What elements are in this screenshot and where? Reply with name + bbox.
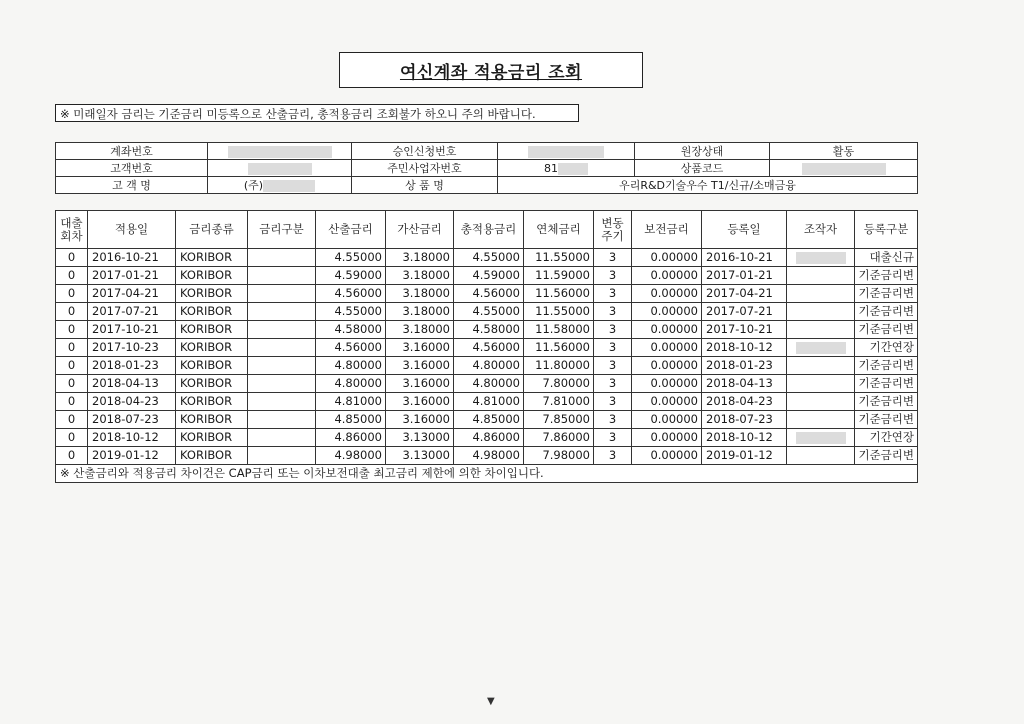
cell-rate-class: [248, 447, 316, 465]
cell-rate-class: [248, 267, 316, 285]
cell-calc-rate: 4.55000: [316, 303, 386, 321]
cell-calc-rate: 4.59000: [316, 267, 386, 285]
cell-rate-type: KORIBOR: [176, 321, 248, 339]
customer-name-label: 고 객 명: [56, 177, 208, 194]
cell-round: 0: [56, 267, 88, 285]
redaction-mask: [796, 342, 846, 354]
cell-change-cycle: 3: [594, 447, 632, 465]
cell-round: 0: [56, 447, 88, 465]
cell-rate-class: [248, 429, 316, 447]
col-loan-round: 대출 회차: [56, 211, 88, 249]
cell-operator: [787, 321, 855, 339]
cell-overdue-rate: 7.85000: [524, 411, 594, 429]
cell-reg-type: 기간연장: [855, 339, 918, 357]
info-row-2: [56, 160, 918, 177]
account-no-value: [208, 143, 352, 160]
cell-operator: [787, 357, 855, 375]
cell-round: 0: [56, 285, 88, 303]
cell-guarantee-rate: 0.00000: [632, 303, 702, 321]
resident-no-value: 81: [498, 160, 635, 177]
col-apply-date: 적용일: [88, 211, 176, 249]
cell-apply-date: 2018-07-23: [88, 411, 176, 429]
cell-apply-date: 2017-01-21: [88, 267, 176, 285]
cell-reg-date: 2017-07-21: [702, 303, 787, 321]
cell-apply-date: 2017-10-23: [88, 339, 176, 357]
table-row: [56, 447, 918, 465]
cell-calc-rate: 4.85000: [316, 411, 386, 429]
cell-add-rate: 3.13000: [386, 429, 454, 447]
cell-change-cycle: 3: [594, 321, 632, 339]
col-reg-date: 등록일: [702, 211, 787, 249]
cell-apply-date: 2018-04-13: [88, 375, 176, 393]
cell-rate-type: KORIBOR: [176, 267, 248, 285]
cell-rate-class: [248, 249, 316, 267]
col-rate-class: 금리구분: [248, 211, 316, 249]
table-row: [56, 303, 918, 321]
cell-apply-date: 2019-01-12: [88, 447, 176, 465]
cell-operator: [787, 411, 855, 429]
page-marker-icon: ▼: [487, 696, 495, 707]
cell-rate-type: KORIBOR: [176, 375, 248, 393]
cell-operator: [787, 267, 855, 285]
redaction-mask: [528, 146, 604, 158]
cell-rate-type: KORIBOR: [176, 249, 248, 267]
cell-apply-date: 2017-04-21: [88, 285, 176, 303]
cell-guarantee-rate: 0.00000: [632, 429, 702, 447]
cell-round: 0: [56, 357, 88, 375]
cell-reg-type: 기준금리변: [855, 375, 918, 393]
cell-rate-class: [248, 303, 316, 321]
cell-reg-type: 기준금리변: [855, 321, 918, 339]
cell-apply-date: 2017-07-21: [88, 303, 176, 321]
cell-operator: [787, 249, 855, 267]
cell-operator: [787, 339, 855, 357]
table-row: [56, 285, 918, 303]
cell-total-rate: 4.80000: [454, 357, 524, 375]
cell-reg-date: 2018-04-13: [702, 375, 787, 393]
cell-reg-type: 대출신규: [855, 249, 918, 267]
table-row: [56, 321, 918, 339]
cell-reg-date: 2018-10-12: [702, 339, 787, 357]
cell-overdue-rate: 11.56000: [524, 339, 594, 357]
cell-total-rate: 4.98000: [454, 447, 524, 465]
product-name-value: 우리R&D기술우수 T1/신규/소매금융: [498, 177, 918, 194]
cell-round: 0: [56, 321, 88, 339]
cell-rate-type: KORIBOR: [176, 357, 248, 375]
cell-operator: [787, 375, 855, 393]
customer-name-value: (주): [208, 177, 352, 194]
table-row: [56, 249, 918, 267]
cell-overdue-rate: 11.59000: [524, 267, 594, 285]
cell-total-rate: 4.56000: [454, 285, 524, 303]
cell-overdue-rate: 11.58000: [524, 321, 594, 339]
cell-round: 0: [56, 429, 88, 447]
cell-guarantee-rate: 0.00000: [632, 267, 702, 285]
ledger-status-value: 활동: [770, 143, 918, 160]
cell-operator: [787, 447, 855, 465]
cell-rate-class: [248, 357, 316, 375]
cell-reg-type: 기준금리변: [855, 357, 918, 375]
cell-overdue-rate: 7.81000: [524, 393, 594, 411]
cell-round: 0: [56, 393, 88, 411]
cell-rate-type: KORIBOR: [176, 447, 248, 465]
cell-calc-rate: 4.86000: [316, 429, 386, 447]
cell-total-rate: 4.58000: [454, 321, 524, 339]
rate-table-header: [56, 211, 918, 249]
cell-reg-type: 기준금리변: [855, 267, 918, 285]
resident-no-label: 주민사업자번호: [352, 160, 498, 177]
cell-calc-rate: 4.55000: [316, 249, 386, 267]
approval-no-label: 승인신청번호: [352, 143, 498, 160]
cell-round: 0: [56, 375, 88, 393]
col-guarantee-rate: 보전금리: [632, 211, 702, 249]
cell-operator: [787, 429, 855, 447]
redaction-mask: [248, 163, 312, 175]
account-info-table: [55, 142, 918, 194]
cell-rate-type: KORIBOR: [176, 285, 248, 303]
product-name-label: 상 품 명: [352, 177, 498, 194]
cell-add-rate: 3.18000: [386, 303, 454, 321]
cell-change-cycle: 3: [594, 393, 632, 411]
redaction-mask: [802, 163, 886, 175]
cell-apply-date: 2018-10-12: [88, 429, 176, 447]
cell-rate-class: [248, 393, 316, 411]
cell-round: 0: [56, 249, 88, 267]
cell-apply-date: 2018-04-23: [88, 393, 176, 411]
cell-reg-type: 기준금리변: [855, 285, 918, 303]
table-row: [56, 339, 918, 357]
cell-guarantee-rate: 0.00000: [632, 285, 702, 303]
redaction-mask: [263, 180, 315, 192]
col-add-rate: 가산금리: [386, 211, 454, 249]
cell-add-rate: 3.16000: [386, 393, 454, 411]
cell-guarantee-rate: 0.00000: [632, 339, 702, 357]
footnote: ※ 산출금리와 적용금리 차이건은 CAP금리 또는 이차보전대출 최고금리 제한에 의한 차이입니다.: [56, 465, 918, 483]
col-total-rate: 총적용금리: [454, 211, 524, 249]
cell-change-cycle: 3: [594, 249, 632, 267]
cell-operator: [787, 393, 855, 411]
cell-rate-type: KORIBOR: [176, 303, 248, 321]
cell-add-rate: 3.18000: [386, 285, 454, 303]
account-no-label: 계좌번호: [56, 143, 208, 160]
cell-total-rate: 4.56000: [454, 339, 524, 357]
cell-add-rate: 3.18000: [386, 321, 454, 339]
redaction-mask: [796, 252, 846, 264]
cell-calc-rate: 4.81000: [316, 393, 386, 411]
table-row: [56, 411, 918, 429]
page-title-box: [339, 52, 643, 88]
cell-add-rate: 3.18000: [386, 249, 454, 267]
cell-reg-type: 기준금리변: [855, 393, 918, 411]
cell-reg-date: 2018-04-23: [702, 393, 787, 411]
cell-overdue-rate: 11.55000: [524, 249, 594, 267]
cell-overdue-rate: 7.86000: [524, 429, 594, 447]
cell-add-rate: 3.16000: [386, 411, 454, 429]
cell-rate-class: [248, 411, 316, 429]
cell-overdue-rate: 7.98000: [524, 447, 594, 465]
cell-reg-date: 2016-10-21: [702, 249, 787, 267]
info-row-1: [56, 143, 918, 160]
cell-change-cycle: 3: [594, 267, 632, 285]
table-row: [56, 267, 918, 285]
cell-reg-type: 기간연장: [855, 429, 918, 447]
cell-calc-rate: 4.56000: [316, 285, 386, 303]
cell-add-rate: 3.16000: [386, 375, 454, 393]
approval-no-value: [498, 143, 635, 160]
cell-calc-rate: 4.56000: [316, 339, 386, 357]
cell-calc-rate: 4.58000: [316, 321, 386, 339]
cell-reg-date: 2018-10-12: [702, 429, 787, 447]
cell-change-cycle: 3: [594, 357, 632, 375]
cell-apply-date: 2018-01-23: [88, 357, 176, 375]
cell-rate-class: [248, 375, 316, 393]
cell-reg-type: 기준금리변: [855, 447, 918, 465]
cell-rate-type: KORIBOR: [176, 339, 248, 357]
col-calc-rate: 산출금리: [316, 211, 386, 249]
cell-rate-type: KORIBOR: [176, 393, 248, 411]
table-row: [56, 375, 918, 393]
cell-reg-date: 2018-01-23: [702, 357, 787, 375]
cell-total-rate: 4.85000: [454, 411, 524, 429]
product-code-label: 상품코드: [635, 160, 770, 177]
cell-guarantee-rate: 0.00000: [632, 375, 702, 393]
redaction-mask: [796, 432, 846, 444]
cell-overdue-rate: 11.55000: [524, 303, 594, 321]
col-rate-type: 금리종류: [176, 211, 248, 249]
cell-operator: [787, 303, 855, 321]
cell-round: 0: [56, 303, 88, 321]
cell-change-cycle: 3: [594, 411, 632, 429]
cell-operator: [787, 285, 855, 303]
customer-no-label: 고객번호: [56, 160, 208, 177]
cell-total-rate: 4.59000: [454, 267, 524, 285]
redaction-mask: [228, 146, 332, 158]
cell-reg-date: 2017-04-21: [702, 285, 787, 303]
page-title: 여신계좌 적용금리 조회: [399, 62, 583, 83]
notice-banner: ※ 미래일자 금리는 기준금리 미등록으로 산출금리, 총적용금리 조회불가 하오니 주의 바랍니다.: [55, 104, 579, 122]
rate-history-table: [55, 210, 918, 483]
info-row-3: [56, 177, 918, 194]
cell-round: 0: [56, 411, 88, 429]
product-code-value: [770, 160, 918, 177]
cell-change-cycle: 3: [594, 375, 632, 393]
cell-overdue-rate: 11.56000: [524, 285, 594, 303]
cell-reg-date: 2018-07-23: [702, 411, 787, 429]
cell-calc-rate: 4.98000: [316, 447, 386, 465]
cell-rate-class: [248, 339, 316, 357]
footnote-row: [56, 465, 918, 483]
cell-rate-class: [248, 321, 316, 339]
cell-total-rate: 4.80000: [454, 375, 524, 393]
ledger-status-label: 원장상태: [635, 143, 770, 160]
cell-rate-class: [248, 285, 316, 303]
cell-total-rate: 4.55000: [454, 303, 524, 321]
cell-guarantee-rate: 0.00000: [632, 393, 702, 411]
cell-reg-type: 기준금리변: [855, 411, 918, 429]
cell-reg-date: 2017-01-21: [702, 267, 787, 285]
table-row: [56, 429, 918, 447]
col-operator: 조작자: [787, 211, 855, 249]
cell-change-cycle: 3: [594, 339, 632, 357]
cell-calc-rate: 4.80000: [316, 357, 386, 375]
cell-total-rate: 4.81000: [454, 393, 524, 411]
cell-guarantee-rate: 0.00000: [632, 249, 702, 267]
redaction-mask: [558, 163, 588, 175]
cell-guarantee-rate: 0.00000: [632, 321, 702, 339]
table-row: [56, 393, 918, 411]
cell-calc-rate: 4.80000: [316, 375, 386, 393]
cell-total-rate: 4.86000: [454, 429, 524, 447]
cell-add-rate: 3.13000: [386, 447, 454, 465]
cell-rate-type: KORIBOR: [176, 429, 248, 447]
cell-apply-date: 2017-10-21: [88, 321, 176, 339]
cell-guarantee-rate: 0.00000: [632, 447, 702, 465]
cell-guarantee-rate: 0.00000: [632, 357, 702, 375]
cell-reg-date: 2019-01-12: [702, 447, 787, 465]
table-row: [56, 357, 918, 375]
customer-no-value: [208, 160, 352, 177]
cell-change-cycle: 3: [594, 429, 632, 447]
cell-add-rate: 3.16000: [386, 357, 454, 375]
cell-reg-date: 2017-10-21: [702, 321, 787, 339]
cell-change-cycle: 3: [594, 303, 632, 321]
cell-overdue-rate: 7.80000: [524, 375, 594, 393]
cell-round: 0: [56, 339, 88, 357]
cell-reg-type: 기준금리변: [855, 303, 918, 321]
cell-guarantee-rate: 0.00000: [632, 411, 702, 429]
cell-add-rate: 3.16000: [386, 339, 454, 357]
col-overdue-rate: 연체금리: [524, 211, 594, 249]
cell-rate-type: KORIBOR: [176, 411, 248, 429]
cell-total-rate: 4.55000: [454, 249, 524, 267]
col-reg-type: 등록구분: [855, 211, 918, 249]
col-change-cycle: 변동 주기: [594, 211, 632, 249]
cell-overdue-rate: 11.80000: [524, 357, 594, 375]
cell-change-cycle: 3: [594, 285, 632, 303]
cell-add-rate: 3.18000: [386, 267, 454, 285]
cell-apply-date: 2016-10-21: [88, 249, 176, 267]
